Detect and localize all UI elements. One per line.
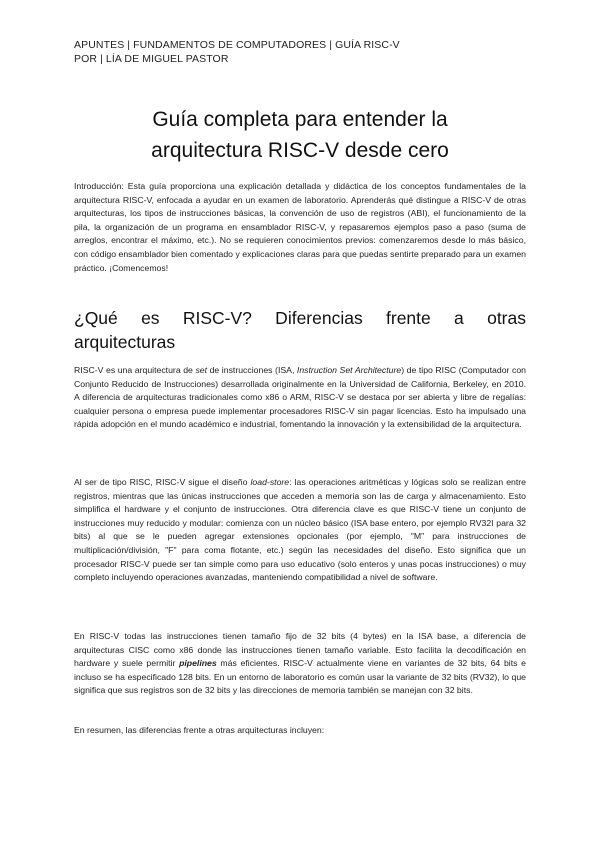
paragraph-2	[74, 476, 526, 585]
paragraph-1-text-a: RISC-V es una arquitectura de	[74, 365, 196, 375]
paragraph-1	[74, 364, 526, 432]
paragraph-2-text-a: Al ser de tipo RISC, RISC-V sigue el diseño	[74, 477, 251, 487]
paragraph-2-emphasis-load-store: load-store	[250, 477, 290, 487]
paragraph-2-text-b: : las operaciones aritméticas y lógicas solo se realizan entre registros, mientras que las únicas instrucciones que acceden a memoria son las de carga y almacenamiento. Esto simplifica el hardware y el conjunto de instrucciones. Otra diferencia clave es que RISC-V tiene un conjunto de instrucciones muy reducido y modular: comienza con un núcleo básico (ISA base entero, por ejemplo RV32I para 32 bits) al que se le pueden agregar extensiones opcionales (por ejemplo, "M" para instrucciones de multiplicación/división, "F" para coma flotante, etc.) según las necesidades del diseño. Esto significa que un procesador RISC-V puede ser tan simple como para uso educativo (solo enteros y unas pocas instrucciones) o muy completo incluyendo operaciones avanzadas, manteniendo compatibilidad a nivel de software.	[74, 477, 526, 583]
title-line-2: arquitectura RISC-V desde cero	[151, 139, 449, 162]
section-heading	[74, 306, 526, 354]
page-header	[74, 38, 534, 66]
paragraph-1-emphasis-set: set	[195, 365, 208, 375]
paragraph-1-text-b: de instrucciones (ISA,	[207, 365, 297, 375]
intro-paragraph: Introducción: Esta guía proporciona una explicación detallada y didáctica de los conceptos fundamentales de la arquitectura RISC-V, enfocada a ayudar en un examen de laboratorio. Aprenderás qué distingue a RISC-V de otras arquitecturas, los tipos de instrucciones básicas, la convención de uso de registros (ABI), el funcionamiento de la pila, la organización de un programa en ensamblador RISC-V, y repasaremos ejemplos paso a paso (suma de arreglos, encontrar el máximo, etc.). No se requieren conocimientos previos: comenzaremos desde lo más básico, con código ensamblador bien comentado y explicaciones claras para que puedas sentirte preparado para un examen práctico. ¡Comencemos!	[74, 181, 526, 273]
section-heading-line-1: ¿Qué es RISC-V? Diferencias frente a otras	[74, 308, 526, 328]
paragraph-3	[74, 630, 526, 698]
paragraph-1-text-c: ) de tipo RISC (Computador con Conjunto Reducido de Instrucciones) desarrollada originalmente en la Universidad de California, Berkeley, en 2010. A diferencia de arquitecturas tradicionales como x86 o ARM, RISC-V se destaca por ser abierta y libre de regalías: cualquier persona o empresa puede implementar procesadores RISC-V sin pagar licencias. Esto ha impulsado una rápida adopción en el mundo académico e industrial, fomentando la innovación y la extensibilidad de la arquitectura.	[74, 365, 526, 430]
header-line-1: APUNTES | FUNDAMENTOS DE COMPUTADORES | GUÍA RISC-V	[74, 39, 400, 51]
paragraph-3-emphasis-pipelines: pipelines	[179, 658, 217, 669]
document-title	[70, 104, 530, 166]
paragraph-3-text-b: más eficientes. RISC-V actualmente viene en variantes de 32 bits, 64 bits e incluso se ha especificado 128 bits. En un entorno de laboratorio es común usar la variante de 32 bits (RV32), lo que significa que sus registros son de 32 bits y las direcciones de memoria también se manejan con 32 bits.	[74, 658, 526, 696]
section-heading-line-2: arquitecturas	[74, 332, 176, 352]
paragraph-3-text-a: En RISC-V todas las instrucciones tienen tamaño fijo de 32 bits (4 bytes) en la ISA base, a diferencia de arquitecturas CISC como x86 donde las instrucciones tienen tamaño variable. Esto facilita la decodificación en hardware y suele permitir	[74, 631, 526, 669]
paragraph-4: En resumen, las diferencias frente a otras arquitecturas incluyen:	[74, 725, 325, 735]
header-line-2: POR | LÍA DE MIGUEL PASTOR	[74, 53, 229, 65]
title-line-1: Guía completa para entender la	[152, 108, 448, 131]
paragraph-1-emphasis-isa: Instruction Set Architecture	[296, 365, 402, 375]
